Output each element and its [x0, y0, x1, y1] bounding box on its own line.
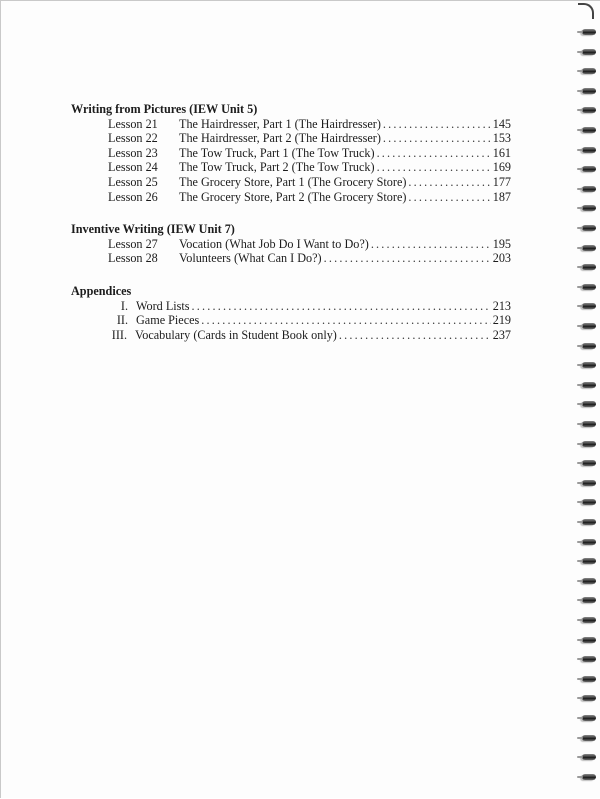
entry-title: The Tow Truck, Part 2 (The Tow Truck) — [179, 160, 375, 175]
entry-page: 161 — [492, 145, 511, 160]
spiral-ring — [582, 127, 596, 133]
dot-leader — [383, 131, 491, 146]
entry-number: Lesson 25 — [108, 174, 158, 189]
section-title: Appendices — [71, 283, 132, 298]
spiral-ring — [582, 107, 596, 113]
spiral-ring — [582, 323, 596, 329]
entry-number: III. — [111, 327, 127, 342]
spiral-binding — [578, 1, 600, 799]
dot-leader — [377, 160, 491, 175]
entry-number: Lesson 23 — [108, 145, 158, 160]
spiral-ring — [582, 245, 596, 251]
toc-section-inventive-writing — [71, 222, 511, 266]
entry-page: 219 — [492, 313, 511, 328]
entry-title: The Hairdresser, Part 1 (The Hairdresser) — [179, 116, 381, 131]
dot-leader — [408, 175, 490, 190]
toc-section-writing-from-pictures — [71, 102, 511, 204]
toc-entry — [71, 117, 511, 132]
spiral-ring — [582, 735, 596, 741]
entry-page: 153 — [492, 131, 511, 146]
toc-entry — [71, 328, 511, 343]
entry-title: Vocabulary (Cards in Student Book only) — [135, 327, 337, 342]
spiral-ring — [582, 68, 596, 74]
spiral-ring — [582, 421, 596, 427]
spiral-ring — [582, 441, 596, 447]
toc-entry — [71, 299, 511, 314]
entry-title: Word Lists — [136, 298, 190, 313]
entry-title: Game Pieces — [136, 313, 200, 328]
spiral-ring — [582, 715, 596, 721]
dot-leader — [192, 299, 491, 314]
entry-page: 203 — [492, 251, 511, 266]
spiral-ring — [582, 656, 596, 662]
entry-title: The Grocery Store, Part 1 (The Grocery Store) — [179, 174, 407, 189]
entry-number: Lesson 27 — [108, 236, 158, 251]
section-title: Inventive Writing (IEW Unit 7) — [71, 222, 235, 237]
entry-title: The Tow Truck, Part 1 (The Tow Truck) — [179, 145, 375, 160]
entry-page: 195 — [492, 236, 511, 251]
dot-leader — [377, 146, 491, 161]
spiral-ring — [582, 774, 596, 780]
entry-page: 169 — [492, 160, 511, 175]
entry-number: Lesson 22 — [108, 131, 158, 146]
spiral-ring — [582, 558, 596, 564]
entry-number: Lesson 24 — [108, 160, 158, 175]
entry-number: Lesson 28 — [108, 251, 158, 266]
toc-section-appendices — [71, 284, 511, 342]
spiral-ring — [582, 303, 596, 309]
spiral-ring — [582, 382, 596, 388]
toc-entry — [71, 190, 511, 205]
spiral-ring — [582, 695, 596, 701]
entry-title: Vocation (What Job Do I Want to Do?) — [179, 236, 369, 251]
entry-page: 237 — [492, 327, 511, 342]
entry-page: 213 — [492, 298, 511, 313]
spiral-ring — [582, 166, 596, 172]
spiral-ring — [582, 754, 596, 760]
dot-leader — [371, 237, 491, 252]
entry-page: 187 — [492, 189, 511, 204]
dot-leader — [383, 117, 491, 132]
spiral-ring — [582, 264, 596, 270]
toc-entry — [71, 237, 511, 252]
spiral-ring — [582, 578, 596, 584]
spiral-ring — [582, 29, 596, 35]
entry-number: I. — [120, 298, 128, 313]
entry-page: 145 — [492, 116, 511, 131]
entry-title: The Grocery Store, Part 2 (The Grocery Store) — [179, 189, 407, 204]
spiral-ring — [582, 617, 596, 623]
section-title: Writing from Pictures (IEW Unit 5) — [71, 102, 258, 116]
dot-leader — [201, 313, 490, 328]
spiral-ring — [582, 88, 596, 94]
spiral-ring — [582, 597, 596, 603]
dot-leader — [408, 190, 490, 205]
spiral-ring — [582, 499, 596, 505]
toc-entry — [71, 146, 511, 161]
spiral-ring — [582, 519, 596, 525]
table-of-contents — [71, 102, 511, 360]
spiral-ring — [582, 147, 596, 153]
entry-title: The Hairdresser, Part 2 (The Hairdresser) — [179, 131, 381, 146]
spiral-ring — [582, 480, 596, 486]
dot-leader — [339, 328, 491, 343]
entry-page: 177 — [492, 174, 511, 189]
entry-number: II. — [116, 313, 128, 328]
toc-entry — [71, 251, 511, 266]
spiral-ring — [582, 401, 596, 407]
spiral-ring — [582, 225, 596, 231]
spiral-ring — [582, 676, 596, 682]
entry-title: Volunteers (What Can I Do?) — [179, 251, 322, 266]
spiral-ring — [582, 362, 596, 368]
spiral-ring — [582, 49, 596, 55]
spiral-ring — [582, 284, 596, 290]
spiral-ring — [582, 205, 596, 211]
toc-entry — [71, 175, 511, 190]
toc-entry — [71, 160, 511, 175]
entry-number: Lesson 21 — [108, 116, 158, 131]
spiral-ring — [582, 539, 596, 545]
dot-leader — [324, 251, 491, 266]
toc-entry — [71, 131, 511, 146]
spiral-ring — [582, 343, 596, 349]
spiral-ring — [582, 186, 596, 192]
entry-number: Lesson 26 — [108, 189, 158, 204]
toc-entry — [71, 313, 511, 328]
spiral-ring — [582, 637, 596, 643]
spiral-ring — [582, 460, 596, 466]
